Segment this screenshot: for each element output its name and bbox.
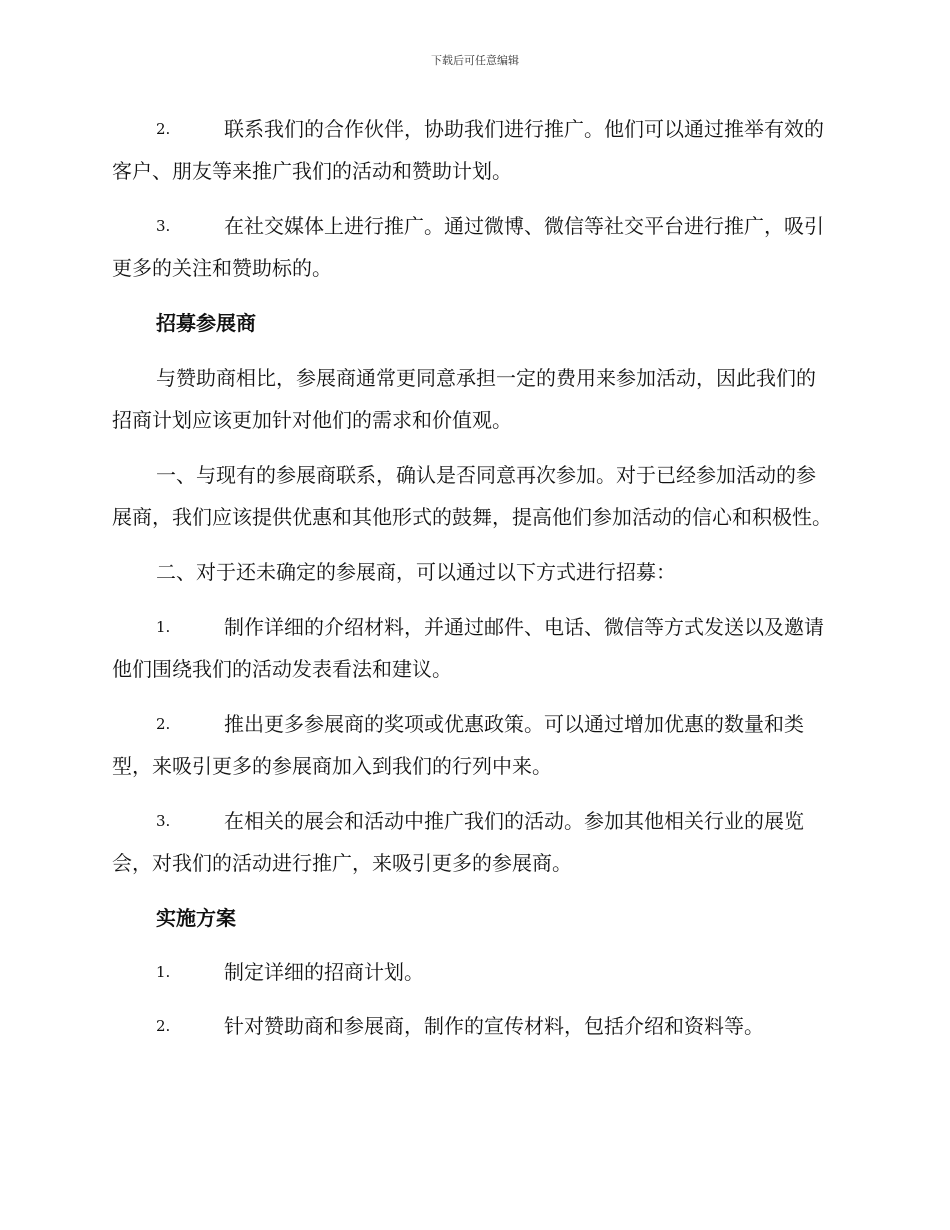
exhibitors-section-title: 招募参展商 (156, 311, 256, 335)
list-text: 制定详细的招商计划。 (224, 960, 424, 984)
promotion-list-item (112, 205, 832, 289)
implementation-list-item (112, 951, 832, 993)
list-text: 联系我们的合作伙伴，协助我们进行推广。他们可以通过推举有效的客户、朋友等来推广我们的活动和赞助计划。 (112, 117, 824, 183)
page-header-note: 下载后可任意编辑 (431, 54, 519, 67)
exhibitor-recruitment-list-item (112, 606, 832, 690)
list-text: 在相关的展会和活动中推广我们的活动。参加其他相关行业的展览会，对我们的活动进行推广，来吸引更多的参展商。 (112, 809, 804, 875)
list-text: 在社交媒体上进行推广。通过微博、微信等社交平台进行推广，吸引更多的关注和赞助标的。 (112, 214, 824, 280)
list-number: 1. (156, 963, 171, 981)
exhibitor-recruitment-list-item (112, 800, 832, 884)
list-number: 2. (156, 120, 171, 138)
existing-exhibitors-paragraph: 一、与现有的参展商联系，确认是否同意再次参加。对于已经参加活动的参展商，我们应该提供优惠和其他形式的鼓舞，提高他们参加活动的信心和积极性。 (112, 463, 832, 529)
list-text: 推出更多参展商的奖项或优惠政策。可以通过增加优惠的数量和类型，来吸引更多的参展商加入到我们的行列中来。 (112, 712, 804, 778)
list-number: 2. (156, 1017, 171, 1035)
implementation-section-title: 实施方案 (156, 906, 236, 930)
exhibitors-intro-paragraph: 与赞助商相比，参展商通常更同意承担一定的费用来参加活动，因此我们的招商计划应该更加针对他们的需求和价值观。 (112, 366, 816, 432)
list-number: 3. (156, 812, 171, 830)
implementation-list-item (112, 1005, 832, 1047)
list-number: 3. (156, 217, 171, 235)
document-content (112, 108, 832, 1047)
promotion-list-item (112, 108, 832, 192)
list-text: 针对赞助商和参展商，制作的宣传材料，包括介绍和资料等。 (224, 1014, 764, 1038)
exhibitor-recruitment-list-item (112, 703, 832, 787)
list-number: 1. (156, 618, 171, 636)
list-text: 制作详细的介绍材料，并通过邮件、电话、微信等方式发送以及邀请他们围绕我们的活动发表看法和建议。 (112, 615, 824, 681)
new-exhibitors-paragraph: 二、对于还未确定的参展商，可以通过以下方式进行招募： (156, 560, 676, 584)
list-number: 2. (156, 715, 171, 733)
